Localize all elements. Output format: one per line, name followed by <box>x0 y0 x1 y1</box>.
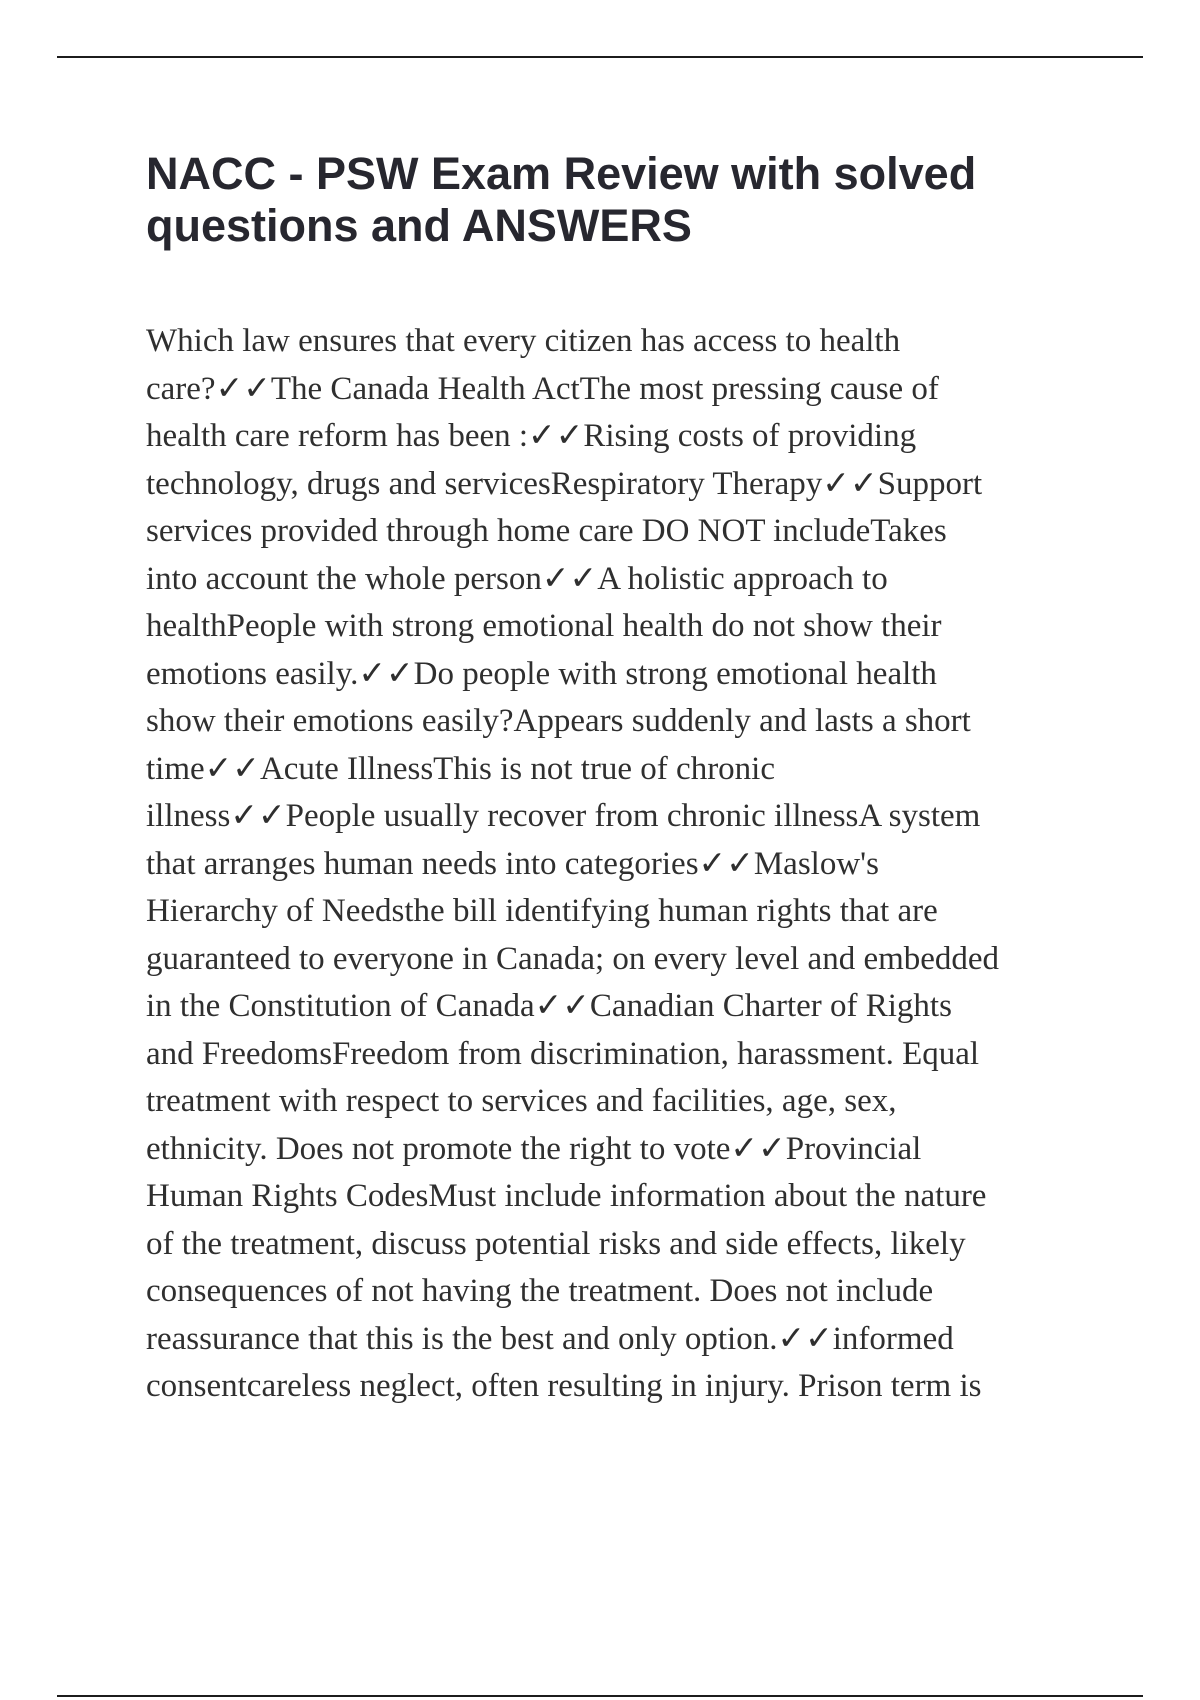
body-line: guaranteed to everyone in Canada; on every level and embedded <box>146 940 1000 977</box>
body-line: time✓✓Acute IllnessThis is not true of chronic <box>146 750 775 787</box>
body-line: healthPeople with strong emotional health do not show their <box>146 608 942 644</box>
top-rule <box>57 56 1143 58</box>
title-line: questions and ANSWERS <box>146 200 692 251</box>
document-page <box>146 148 1086 1411</box>
document-title <box>146 148 1086 252</box>
body-line: illness✓✓People usually recover from chronic illnessA system <box>146 798 981 834</box>
title-line: NACC - PSW Exam Review with solved <box>146 148 977 199</box>
bottom-rule <box>57 1695 1143 1697</box>
document-body <box>146 318 1086 1411</box>
body-line: of the treatment, discuss potential risks and side effects, likely <box>146 1225 966 1262</box>
body-line: Human Rights CodesMust include information about the nature <box>146 1178 987 1214</box>
body-line: treatment with respect to services and facilities, age, sex, <box>146 1083 897 1119</box>
body-line: in the Constitution of Canada✓✓Canadian Charter of Rights <box>146 988 952 1024</box>
body-line: care?✓✓The Canada Health ActThe most pressing cause of <box>146 370 939 407</box>
body-line: show their emotions easily?Appears suddenly and lasts a short <box>146 703 971 739</box>
body-line: emotions easily.✓✓Do people with strong emotional health <box>146 655 937 692</box>
body-line: health care reform has been :✓✓Rising costs of providing <box>146 418 917 454</box>
body-line: that arranges human needs into categories✓✓Maslow's <box>146 845 879 882</box>
body-line: consentcareless neglect, often resulting in injury. Prison term is <box>146 1368 982 1404</box>
body-line: services provided through home care DO NOT includeTakes <box>146 513 947 549</box>
body-line: and FreedomsFreedom from discrimination, harassment. Equal <box>146 1035 980 1072</box>
body-line: technology, drugs and servicesRespiratory Therapy✓✓Support <box>146 465 983 502</box>
body-line: into account the whole person✓✓A holistic approach to <box>146 560 888 597</box>
body-line: Hierarchy of Needsthe bill identifying human rights that are <box>146 893 938 929</box>
body-line: ethnicity. Does not promote the right to vote✓✓Provincial <box>146 1130 922 1167</box>
body-line: consequences of not having the treatment. Does not include <box>146 1273 934 1309</box>
body-line: Which law ensures that every citizen has access to health <box>146 323 901 359</box>
body-line: reassurance that this is the best and only option.✓✓informed <box>146 1320 954 1357</box>
